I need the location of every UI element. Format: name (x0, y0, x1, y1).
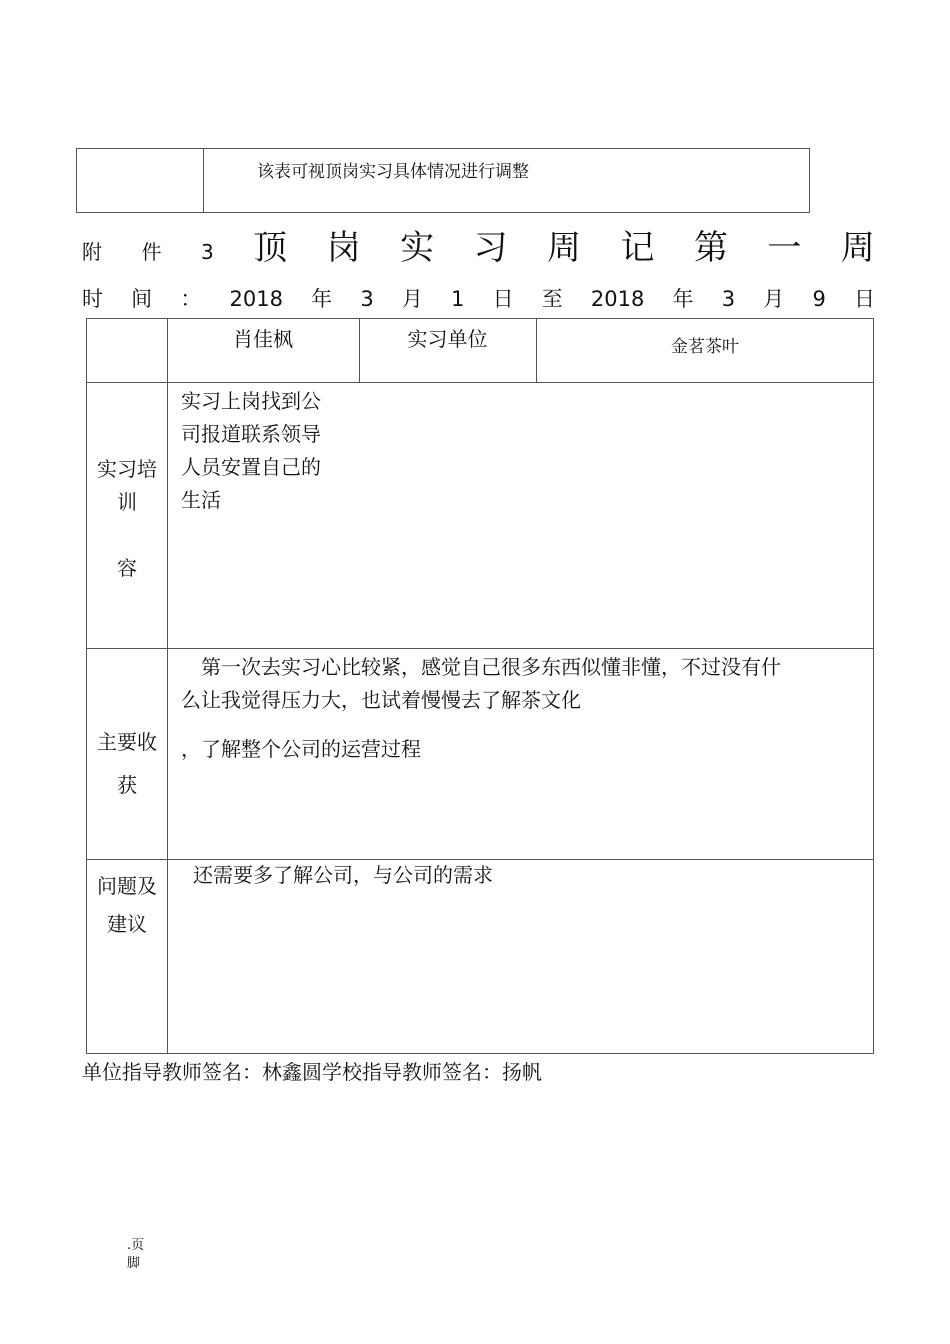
row-divider (87, 648, 873, 649)
time-token: 时 (82, 287, 103, 311)
adjustment-note: 该表可视顶岗实习具体情况进行调整 (257, 162, 529, 182)
time-token: 年 (311, 287, 333, 311)
adjustment-note-box (76, 148, 810, 213)
title-char: 第 (693, 228, 728, 268)
note-box-divider (203, 149, 204, 212)
title-char: 周 (840, 228, 875, 268)
label-column-divider (167, 319, 168, 1053)
title-char: 一 (767, 228, 802, 268)
training-content: 实习上岗找到公 司报道联系领导 人员安置自己的 生活 (181, 389, 321, 512)
weekly-journal-table (86, 318, 874, 1054)
time-token: 2018 (590, 287, 645, 311)
row-divider (87, 382, 873, 383)
document-title (82, 220, 875, 269)
page-footer: .页 脚 (127, 1238, 145, 1271)
time-token: 3 (721, 287, 736, 311)
issues-suggestions-content: 还需要多了解公司，与公司的需求 (193, 863, 493, 887)
time-token: 2018 (229, 287, 283, 311)
main-gains-label: 主要收 获 (97, 730, 157, 797)
unit-name: 金茗茶叶 (671, 337, 739, 357)
supervisor-signatures: 单位指导教师签名：林鑫圆学校指导教师签名：扬帆 (82, 1060, 542, 1084)
title-char: 周 (547, 228, 582, 268)
time-token: 至 (541, 287, 563, 311)
time-token: 日 (853, 287, 875, 311)
title-char: 顶 (253, 228, 288, 268)
title-prefix-char: 3 (200, 240, 214, 264)
title-char: 实 (400, 228, 435, 268)
time-period-row (82, 283, 875, 313)
time-token: 3 (360, 287, 374, 311)
title-prefix-char: 件 (141, 240, 162, 264)
title-char: 记 (620, 228, 655, 268)
time-token: 9 (812, 287, 826, 311)
time-token: 年 (672, 287, 694, 311)
time-token: 月 (401, 287, 423, 311)
title-prefix-char: 附 (82, 240, 102, 264)
issues-suggestions-label: 问题及 建议 (97, 874, 157, 936)
title-char: 习 (473, 228, 508, 268)
time-token: 日 (492, 287, 514, 311)
student-name: 肖佳枫 (233, 327, 293, 351)
title-char: 岗 (326, 228, 361, 268)
main-gains-content: 第一次去实习心比较紧，感觉自己很多东西似懂非懂，不过没有什 么让我觉得压力大，也试着慢慢去了解茶文化 ，了解整个公司的运营过程 (181, 655, 781, 761)
time-token: 间 (131, 287, 153, 311)
time-token: 月 (763, 287, 785, 311)
time-token: 1 (451, 287, 465, 311)
training-content-label: 实习培 训 容 (97, 457, 157, 580)
time-token: ： (180, 287, 202, 311)
unit-label: 实习单位 (407, 327, 488, 351)
